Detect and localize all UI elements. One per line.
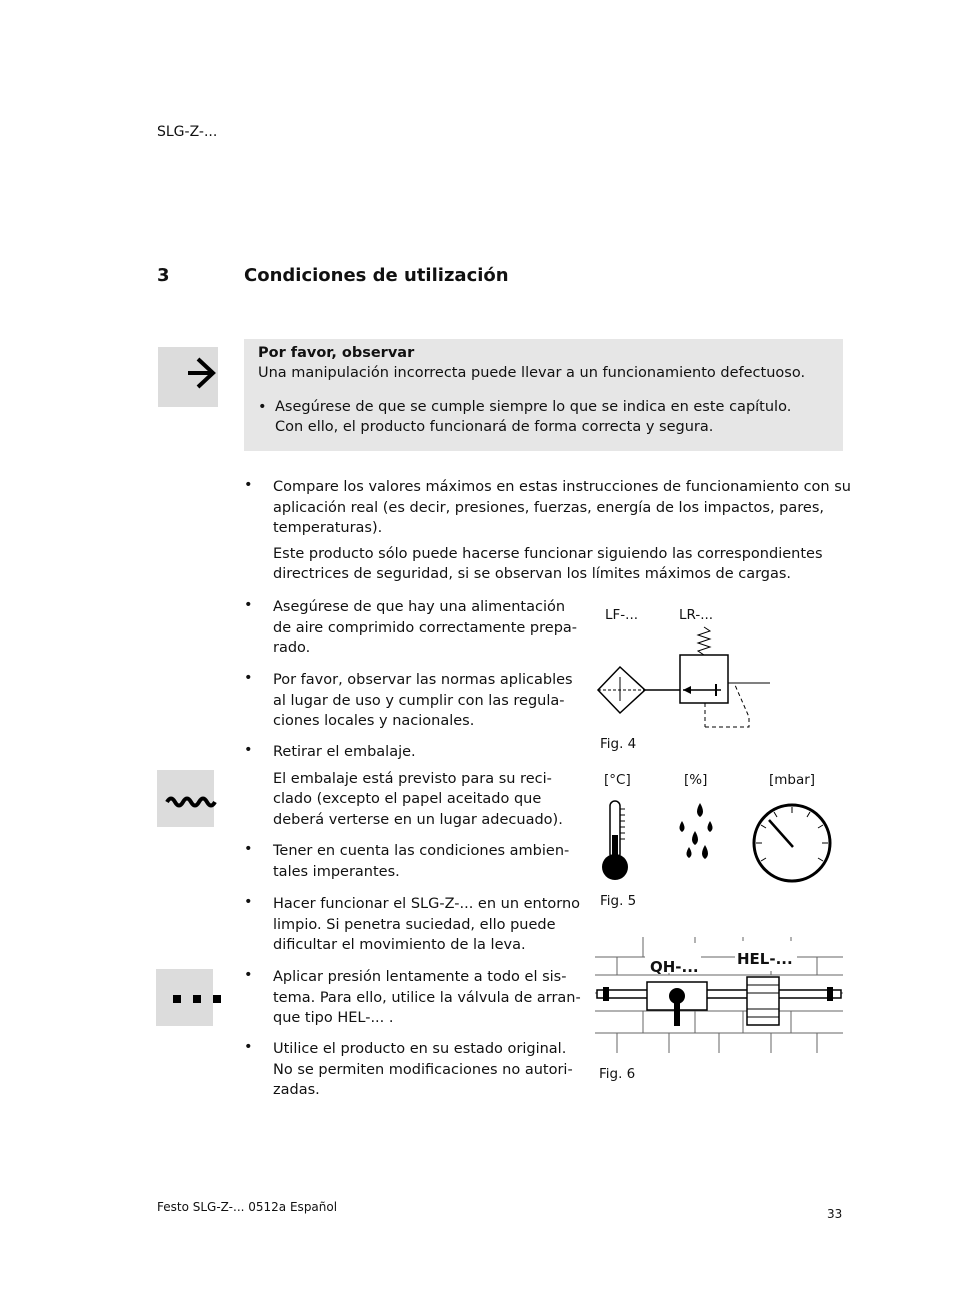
- ellipsis-icon: [156, 969, 213, 1026]
- text-line: Hacer funcionar el SLG-Z-... en un entorno: [273, 896, 581, 912]
- text-line: El embalaje está previsto para su reci-: [273, 770, 552, 787]
- note-bullet-line: Asegúrese de que se cumple siempre lo que se indica en este capítulo.: [275, 399, 792, 415]
- text-line: Por favor, observar las normas aplicables: [273, 672, 573, 688]
- note-text: Una manipulación incorrecta puede llevar a un funcionamiento defectuoso.: [258, 365, 806, 381]
- header-doc-code: SLG-Z-...: [157, 124, 218, 140]
- thermometer-icon: [602, 801, 628, 880]
- list-item: [273, 967, 581, 1029]
- text-line: Retirar el embalaje.: [273, 744, 416, 760]
- text-line: Este producto sólo puede hacerse funcionar siguiendo las correspondientes: [273, 545, 823, 562]
- note-title: Por favor, observar: [258, 345, 415, 361]
- bullet-dot: •: [244, 597, 253, 613]
- note-bullet: [258, 397, 791, 437]
- footer-text: Festo SLG-Z-... 0512a Español: [157, 1200, 338, 1214]
- fig4-label-lr: LR-...: [679, 607, 714, 623]
- list-item: [273, 742, 563, 830]
- list-item: [273, 841, 569, 882]
- valve-installation-diagram: [595, 935, 843, 1057]
- note-bullet-line: Con ello, el producto funcionará de forma correcta y segura.: [275, 419, 714, 435]
- list-item: [273, 597, 577, 659]
- text-line: Aplicar presión lentamente a todo el sis-: [273, 969, 567, 985]
- fig5-unit-mbar: [mbar]: [769, 772, 816, 788]
- ambient-conditions-icons: [597, 795, 837, 887]
- fig5-unit-temp: [°C]: [604, 772, 631, 788]
- fig4-label-lf: LF-...: [605, 607, 639, 623]
- bullet-dot: •: [244, 967, 253, 983]
- list-item: [273, 894, 580, 956]
- text-line: Compare los valores máximos en estas instrucciones de funcionamiento con su: [273, 479, 851, 495]
- fig4-caption: Fig. 4: [600, 736, 637, 752]
- section-title: Condiciones de utilización: [244, 265, 509, 286]
- bullet-dot: •: [258, 399, 267, 415]
- bullet-dot: •: [244, 477, 253, 493]
- text-line: aplicación real (es decir, presiones, fuerzas, energía de los impactos, pares,: [273, 499, 824, 516]
- text-line: directrices de seguridad, si se observan los límites máximos de cargas.: [273, 566, 792, 582]
- text-line: No se permiten modificaciones no autori-: [273, 1061, 573, 1078]
- list-item: [273, 477, 851, 585]
- text-line: de aire comprimido correctamente prepa-: [273, 619, 578, 636]
- text-line: limpio. Si penetra suciedad, ello puede: [273, 916, 556, 933]
- arrow-right-icon: [158, 347, 218, 407]
- section-number: 3: [157, 265, 170, 286]
- fig5-caption: Fig. 5: [600, 893, 637, 909]
- text-line: clado (excepto el papel aceitado que: [273, 791, 542, 807]
- pressure-gauge-icon: [754, 805, 830, 881]
- text-line: rado.: [273, 640, 311, 656]
- text-line: al lugar de uso y cumplir con las regula-: [273, 692, 565, 709]
- text-line: Tener en cuenta las condiciones ambien-: [273, 843, 570, 859]
- bullet-dot: •: [244, 841, 253, 857]
- recycling-icon: [157, 770, 214, 827]
- bullet-dot: •: [244, 742, 253, 758]
- bullet-dot: •: [244, 670, 253, 686]
- text-line: Utilice el producto en su estado original.: [273, 1041, 567, 1057]
- fig6-label-hel: HEL-...: [737, 950, 793, 968]
- text-line: Asegúrese de que hay una alimentación: [273, 599, 566, 615]
- note-icon-box: [158, 347, 218, 407]
- page-number: 33: [827, 1207, 843, 1221]
- text-line: que tipo HEL-... .: [273, 1010, 394, 1026]
- fig6-label-qh: QH-...: [650, 958, 699, 976]
- filter-regulator-diagram: [595, 625, 775, 735]
- text-line: dificultar el movimiento de la leva.: [273, 937, 526, 953]
- list-item: [273, 1039, 573, 1101]
- bullet-dot: •: [244, 894, 253, 910]
- list-item: [273, 670, 573, 732]
- text-line: deberá verterse en un lugar adecuado).: [273, 811, 563, 828]
- bullet-dot: •: [244, 1039, 253, 1055]
- text-line: tema. Para ello, utilice la válvula de arran-: [273, 989, 581, 1006]
- text-line: zadas.: [273, 1082, 320, 1098]
- text-line: temperaturas).: [273, 520, 383, 536]
- text-line: ciones locales y nacionales.: [273, 713, 475, 729]
- fig5-unit-pct: [%]: [684, 772, 708, 788]
- text-line: tales imperantes.: [273, 863, 400, 880]
- humidity-drops-icon: [680, 803, 713, 859]
- fig6-caption: Fig. 6: [599, 1066, 636, 1082]
